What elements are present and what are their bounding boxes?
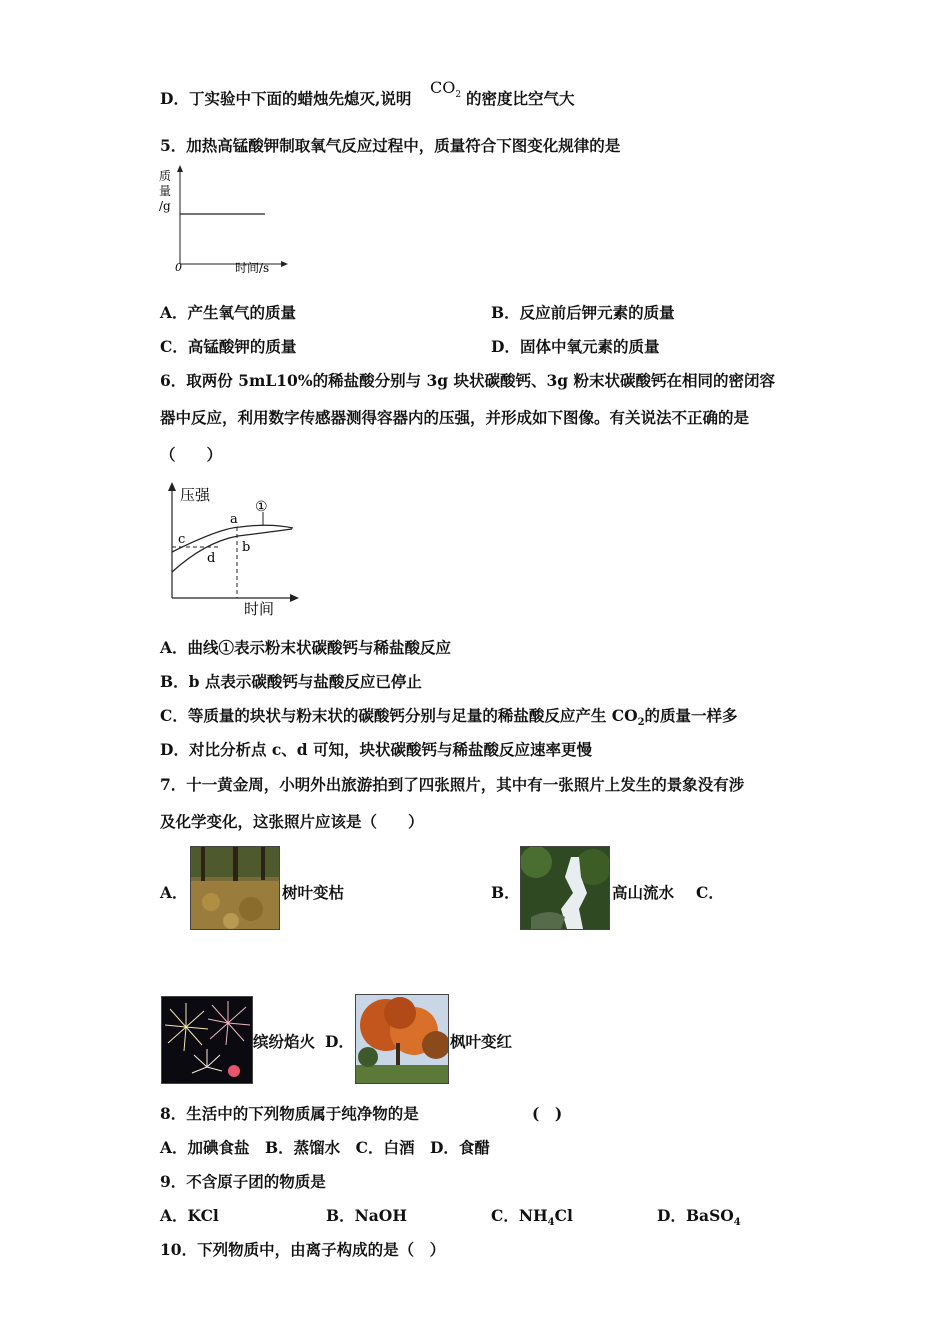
q5-origin: 0 — [175, 261, 182, 274]
q6-curve-2 — [172, 529, 292, 572]
q5-ylabel-2: 量 — [159, 184, 172, 198]
q6-y-arrow-icon — [168, 482, 176, 491]
q6-option-d[interactable]: D．对比分析点 c、d 可知，块状碳酸钙与稀盐酸反应速率更慢 — [160, 740, 593, 759]
q6-option-a[interactable]: A．曲线①表示粉末状碳酸钙与稀盐酸反应 — [160, 638, 452, 657]
q4-option-d-suffix: 的密度比空气大 — [466, 89, 575, 108]
q6-point-c: c — [178, 532, 186, 547]
q6-point-b: b — [242, 540, 251, 555]
q5-graph — [155, 164, 290, 279]
q6-point-d: d — [207, 551, 216, 566]
q6-option-b[interactable]: B．b 点表示碳酸钙与盐酸反应已停止 — [160, 672, 422, 691]
q7-option-b-letter[interactable]: B． — [491, 883, 520, 902]
q6-stem-line1: 6．取两份 5mL10%的稀盐酸分别与 3g 块状碳酸钙、3g 粉末状碳酸钙在相同的密闭容 — [160, 371, 775, 390]
q5-x-arrow-icon — [281, 261, 288, 267]
q7-option-c-letter[interactable]: C． — [696, 883, 724, 902]
q5-option-c[interactable]: C．高锰酸钾的质量 — [160, 337, 297, 356]
q7-stem-line2: 及化学变化，这张照片应该是（ ） — [160, 812, 424, 831]
q9-option-c[interactable]: C．$NH_4Cl$ — [491, 1206, 573, 1229]
q6-option-c[interactable]: C．等质量的块状与粉末状的碳酸钙分别与足量的稀盐酸反应产生 $CO_2$的质量一样多 — [160, 706, 738, 729]
q9-option-a[interactable]: A．KCl — [160, 1206, 219, 1225]
q6-graph — [160, 480, 310, 620]
q5-option-d[interactable]: D．固体中氧元素的质量 — [491, 337, 660, 356]
q8-bracket: ( ) — [532, 1104, 563, 1123]
q5-stem: 5．加热高锰酸钾制取氧气反应过程中，质量符合下图变化规律的是 — [160, 136, 621, 155]
q7-option-c-caption: 缤纷焰火 — [253, 1032, 316, 1051]
q7-photo-withered-leaves[interactable] — [190, 846, 280, 930]
q7-photo-mountain-stream[interactable] — [520, 846, 610, 930]
q9-option-d[interactable]: D．BaSO$_4$ — [657, 1206, 741, 1229]
q6-stem-line2: 器中反应，利用数字传感器测得容器内的压强，并形成如下图像。有关说法不正确的是 — [160, 408, 750, 427]
q7-stem-line1: 7．十一黄金周，小明外出旅游拍到了四张照片，其中有一张照片上发生的景象没有涉 — [160, 775, 745, 794]
q5-option-b[interactable]: B．反应前后钾元素的质量 — [491, 303, 675, 322]
q7-option-a-letter[interactable]: A． — [160, 883, 188, 902]
q9-stem: 9．不含原子团的物质是 — [160, 1172, 326, 1191]
q7-option-d-letter[interactable]: D． — [325, 1032, 354, 1051]
q6-xlabel: 时间 — [244, 600, 275, 618]
q4-option-d: D．丁实验中下面的蜡烛先熄灭,说明 — [160, 89, 412, 108]
q6-point-a: a — [230, 512, 238, 527]
q6-curve-1 — [172, 525, 293, 552]
q5-ylabel-1: 质 — [159, 169, 172, 183]
q8-stem: 8．生活中的下列物质属于纯净物的是 — [160, 1104, 419, 1123]
q5-y-arrow-icon — [177, 165, 183, 172]
q7-option-d-caption: 枫叶变红 — [450, 1032, 513, 1051]
q6-x-arrow-icon — [290, 594, 299, 602]
q6-ylabel: 压强 — [180, 486, 211, 504]
q5-option-a[interactable]: A．产生氧气的质量 — [160, 303, 297, 322]
q7-photo-red-maple[interactable] — [355, 994, 449, 1084]
q7-photo-fireworks[interactable] — [161, 996, 253, 1084]
q4-co2-formula: $CO_2$ — [430, 78, 462, 101]
q6-curve-label: ① — [255, 499, 268, 515]
q7-option-a-caption: 树叶变枯 — [282, 883, 345, 902]
q8-options[interactable]: A．加碘食盐 B．蒸馏水 C．白酒 D．食醋 — [160, 1138, 490, 1157]
q9-option-b[interactable]: B．NaOH — [326, 1206, 407, 1225]
q6-stem-line3: （ ） — [160, 445, 223, 464]
q5-xlabel: 时间/s — [235, 261, 270, 275]
q5-ylabel-3: /g — [159, 199, 171, 213]
q10-stem: 10．下列物质中，由离子构成的是（ ） — [160, 1240, 446, 1259]
q7-option-b-caption: 高山流水 — [612, 883, 675, 902]
